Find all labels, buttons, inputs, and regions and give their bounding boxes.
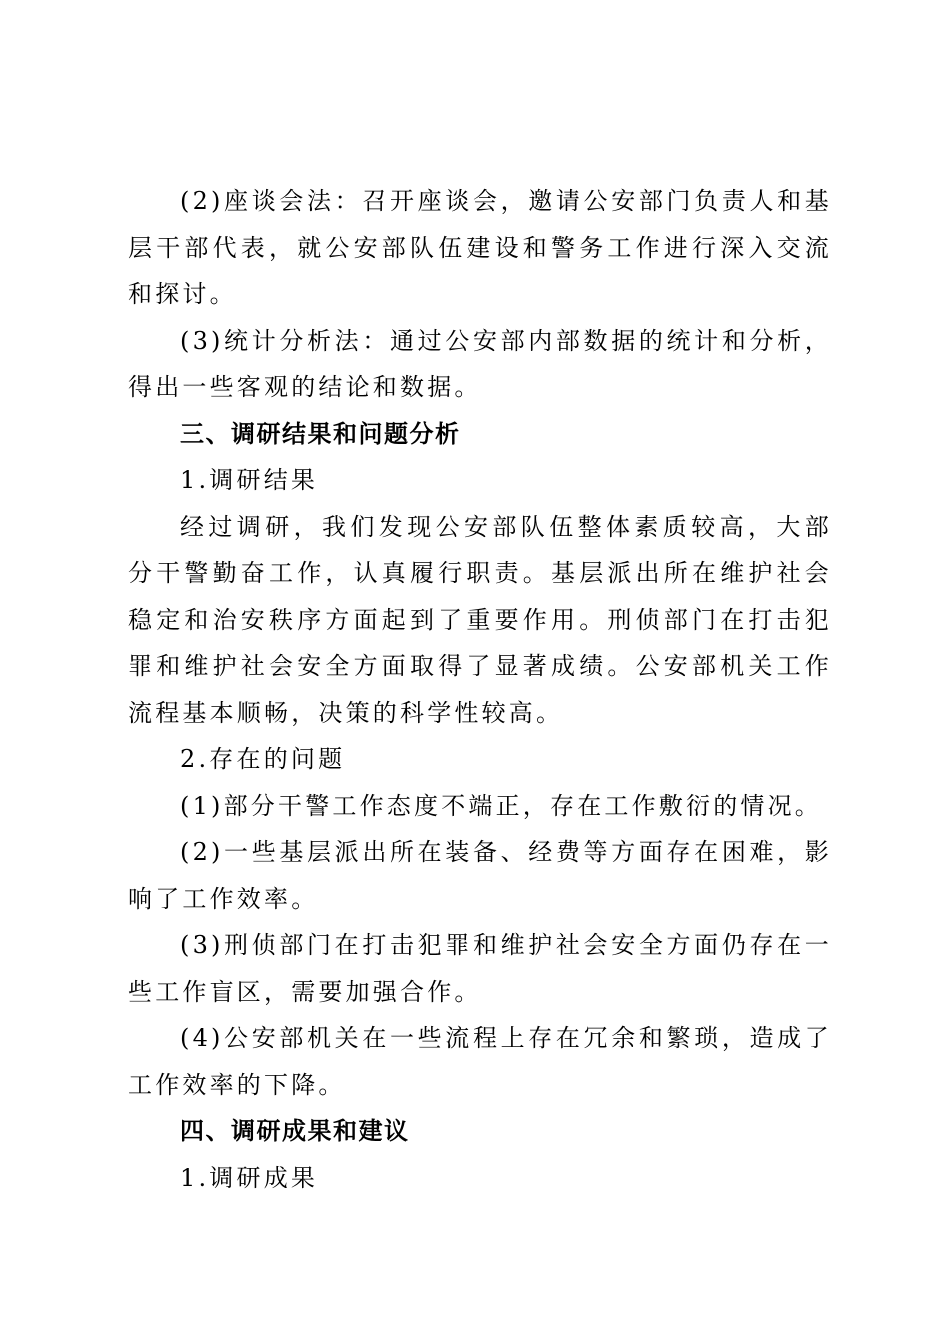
section-heading-3: 三、调研结果和问题分析: [180, 419, 461, 448]
paragraph-problem-3: (3)刑侦部门在打击犯罪和维护社会安全方面仍存在一些工作盲区，需要加强合作。: [128, 931, 832, 1006]
paragraph-method-3: (3)统计分析法：通过公安部内部数据的统计和分析，得出一些客观的结论和数据。: [128, 326, 832, 401]
document-body: [128, 178, 832, 1201]
paragraph-method-2: (2)座谈会法：召开座谈会，邀请公安部门负责人和基层干部代表，就公安部队伍建设和警务工作进行深入交流和探讨。: [128, 187, 832, 308]
paragraph-problem-2: (2)一些基层派出所在装备、经费等方面存在困难，影响了工作效率。: [128, 838, 832, 913]
paragraph-results: 经过调研，我们发现公安部队伍整体素质较高，大部分干警勤奋工作，认真履行职责。基层派出所在维护社会稳定和治安秩序方面起到了重要作用。刑侦部门在打击犯罪和维护社会安全方面取得了显著成绩。公安部机关工作流程基本顺畅，决策的科学性较高。: [128, 512, 832, 727]
subheading-problems: 2.存在的问题: [180, 745, 346, 773]
paragraph-problem-1: (1)部分干警工作态度不端正，存在工作敷衍的情况。: [180, 791, 822, 820]
subheading-outcomes: 1.调研成果: [180, 1163, 319, 1192]
paragraph-problem-4: (4)公安部机关在一些流程上存在冗余和繁琐，造成了工作效率的下降。: [128, 1024, 832, 1099]
subheading-results: 1.调研结果: [180, 466, 319, 494]
section-heading-4: 四、调研成果和建议: [180, 1117, 410, 1145]
